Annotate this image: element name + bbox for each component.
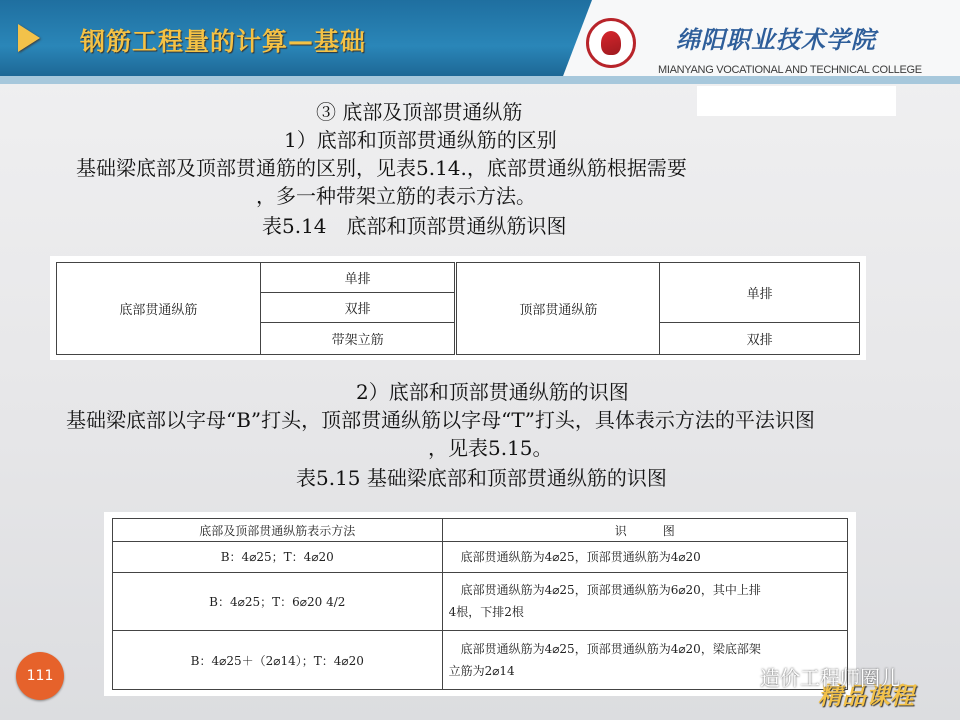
college-name-en: MIANYANG VOCATIONAL AND TECHNICAL COLLEGE <box>658 64 922 76</box>
paragraph-line: ，见表5.15。 <box>428 436 553 460</box>
table-cell: 双排 <box>260 293 456 323</box>
wechat-icon <box>730 668 752 688</box>
section-subheading: 1）底部和顶部贯通纵筋的区别 <box>284 128 557 152</box>
college-name-cn: 绵阳职业技术学院 <box>676 25 876 54</box>
college-seal-icon <box>586 18 636 68</box>
paragraph-line: 基础梁底部以字母“B”打头，顶部贯通纵筋以字母“T”打头，具体表示方法的平法识图 <box>66 408 815 432</box>
table-cell: 底部贯通纵筋 <box>57 263 261 355</box>
blank-patch <box>697 86 896 116</box>
play-icon <box>18 24 40 52</box>
header-divider <box>0 76 960 84</box>
table-header: 识 图 <box>442 519 847 542</box>
table-cell: 单排 <box>260 263 456 293</box>
table-cell: 带架立筋 <box>260 323 456 355</box>
cell-line: 底部贯通纵筋为4⌀25，顶部贯通纵筋为4⌀20，梁底部架 <box>460 642 761 657</box>
table-5-14 <box>50 256 866 360</box>
section-heading: ③ 底部及顶部贯通纵筋 <box>316 100 523 124</box>
cell-line: 4根，下排2根 <box>448 605 524 620</box>
cell-line: 底部贯通纵筋为4⌀25，顶部贯通纵筋为4⌀20 <box>460 549 701 564</box>
table-cell: 单排 <box>660 263 860 323</box>
header-bar <box>0 0 960 84</box>
decoration-text: 精品课程 <box>818 681 914 710</box>
table-header: 底部及顶部贯通纵筋表示方法 <box>113 519 443 542</box>
paragraph-line: 基础梁底部及顶部贯通筋的区别，见表5.14.，底部贯通纵筋根据需要 <box>76 156 687 180</box>
watermark <box>730 662 900 691</box>
table-cell: B：4⌀25；T：4⌀20 <box>113 542 443 572</box>
cell-line: 底部贯通纵筋为4⌀25，顶部贯通纵筋为6⌀20，其中上排 <box>460 583 761 598</box>
table-cell <box>442 572 847 631</box>
table-cell: B：4⌀25；T：6⌀20 4/2 <box>113 572 443 631</box>
page-number-badge: 111 <box>16 652 64 700</box>
table-cell: 顶部贯通纵筋 <box>456 263 660 355</box>
watermark-text: 造价工程师圈儿 <box>760 666 900 690</box>
table-caption: 表5.14 底部和顶部贯通纵筋识图 <box>262 214 567 238</box>
table-cell: B：4⌀25＋（2⌀14）；T：4⌀20 <box>113 631 443 690</box>
slide-title: 钢筋工程量的计算—基础 <box>80 27 367 56</box>
table-cell <box>442 542 847 572</box>
cell-line: 立筋为2⌀14 <box>448 664 515 679</box>
section-subheading: 2）底部和顶部贯通纵筋的识图 <box>356 380 629 404</box>
table-caption: 表5.15 基础梁底部和顶部贯通纵筋的识图 <box>296 466 667 490</box>
seal-flame-icon <box>601 31 621 55</box>
table-cell: 双排 <box>660 323 860 355</box>
paragraph-line: ，多一种带架立筋的表示方法。 <box>256 184 536 208</box>
